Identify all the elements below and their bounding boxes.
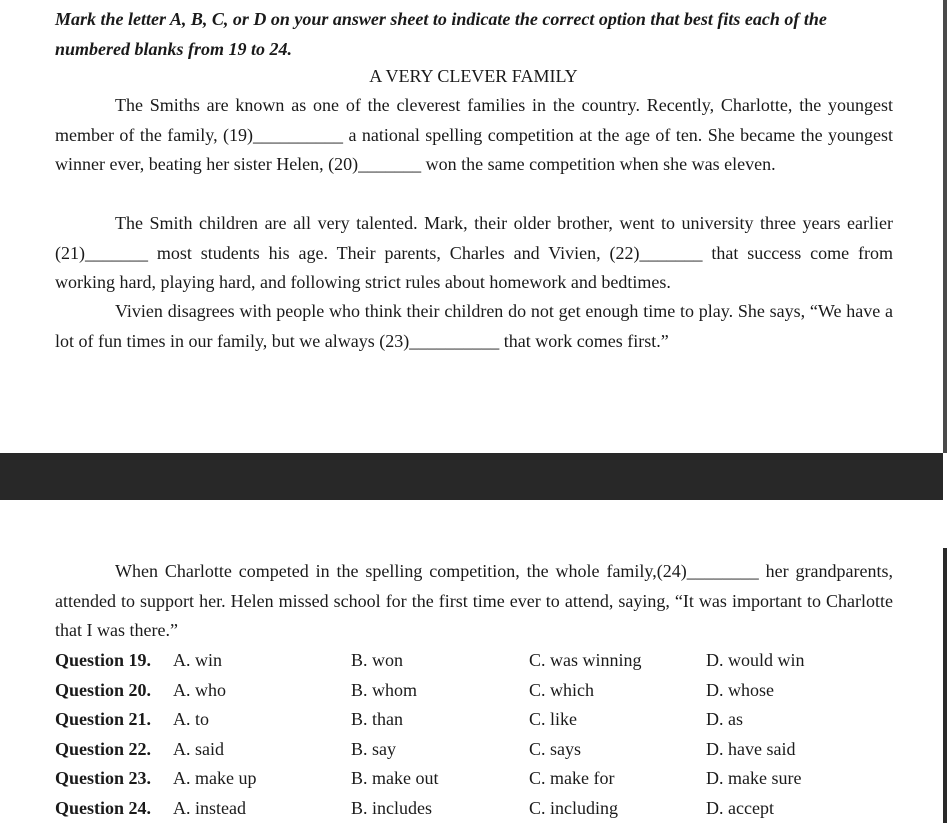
page-separator-band (0, 453, 943, 500)
question-row (55, 705, 915, 735)
paragraph-3: Vivien disagrees with people who think their children do not get enough time to play. She says, “We have a lot of fun times in our family, but we always (23)__________ that work comes first.” (55, 301, 893, 351)
question-row (55, 676, 915, 706)
passage-title: A VERY CLEVER FAMILY (369, 66, 578, 86)
option-c: C. says (529, 738, 582, 759)
option-d: D. as (706, 709, 743, 730)
question-label: Question 22. (55, 738, 152, 759)
option-b: B. includes (351, 797, 432, 818)
paragraph-1: The Smiths are known as one of the cleverest families in the country. Recently, Charlotte, the youngest member of the family, (19)__________ a national spelling competition at the age of ten. She became the youngest winner ever, beating her sister Helen, (20)_______ won the same competition when she was eleven. (55, 95, 893, 174)
option-a: A. win (173, 650, 222, 670)
option-a: A. to (173, 709, 209, 730)
option-c: C. which (529, 679, 594, 700)
option-c: C. including (529, 797, 618, 818)
question-row (55, 646, 915, 676)
page-edge-lower (943, 548, 947, 823)
paragraph-2: The Smith children are all very talented. Mark, their older brother, went to university three years earlier (21)_______ most students his age. Their parents, Charles and Vivien, (22)_______ that success come from working hard, playing hard, and following strict rules about homework and bedtimes. (55, 213, 893, 292)
question-row (55, 764, 915, 794)
option-d: D. make sure (706, 768, 802, 789)
option-b: B. say (351, 738, 396, 759)
option-b: B. whom (351, 679, 418, 700)
option-a: A. instead (173, 797, 246, 818)
option-a: A. who (173, 679, 226, 700)
instruction-text: Mark the letter A, B, C, or D on your answer sheet to indicate the correct option that best fits each of the numbered blanks from 19 to 24. (55, 9, 827, 59)
option-a: A. make up (173, 768, 257, 789)
question-label: Question 23. (55, 768, 152, 789)
question-row (55, 794, 915, 824)
question-label: Question 24. (55, 797, 152, 818)
option-d: D. accept (706, 797, 774, 818)
option-b: B. won (351, 650, 404, 670)
option-b: B. make out (351, 768, 439, 789)
paragraph-4: When Charlotte competed in the spelling competition, the whole family,(24)________ her grandparents, attended to support her. Helen missed school for the first time ever to attend, saying, “It was important to Charlotte that I was there.” (55, 561, 893, 640)
question-label: Question 20. (55, 679, 152, 700)
option-c: C. was winning (529, 650, 642, 670)
option-c: C. make for (529, 768, 615, 789)
question-row (55, 735, 915, 765)
question-label: Question 21. (55, 709, 152, 730)
option-d: D. have said (706, 738, 796, 759)
question-label: Question 19. (55, 650, 152, 670)
option-a: A. said (173, 738, 224, 759)
option-c: C. like (529, 709, 577, 730)
question-list (55, 646, 915, 824)
option-d: D. whose (706, 679, 774, 700)
option-b: B. than (351, 709, 403, 730)
option-d: D. would win (706, 650, 805, 670)
